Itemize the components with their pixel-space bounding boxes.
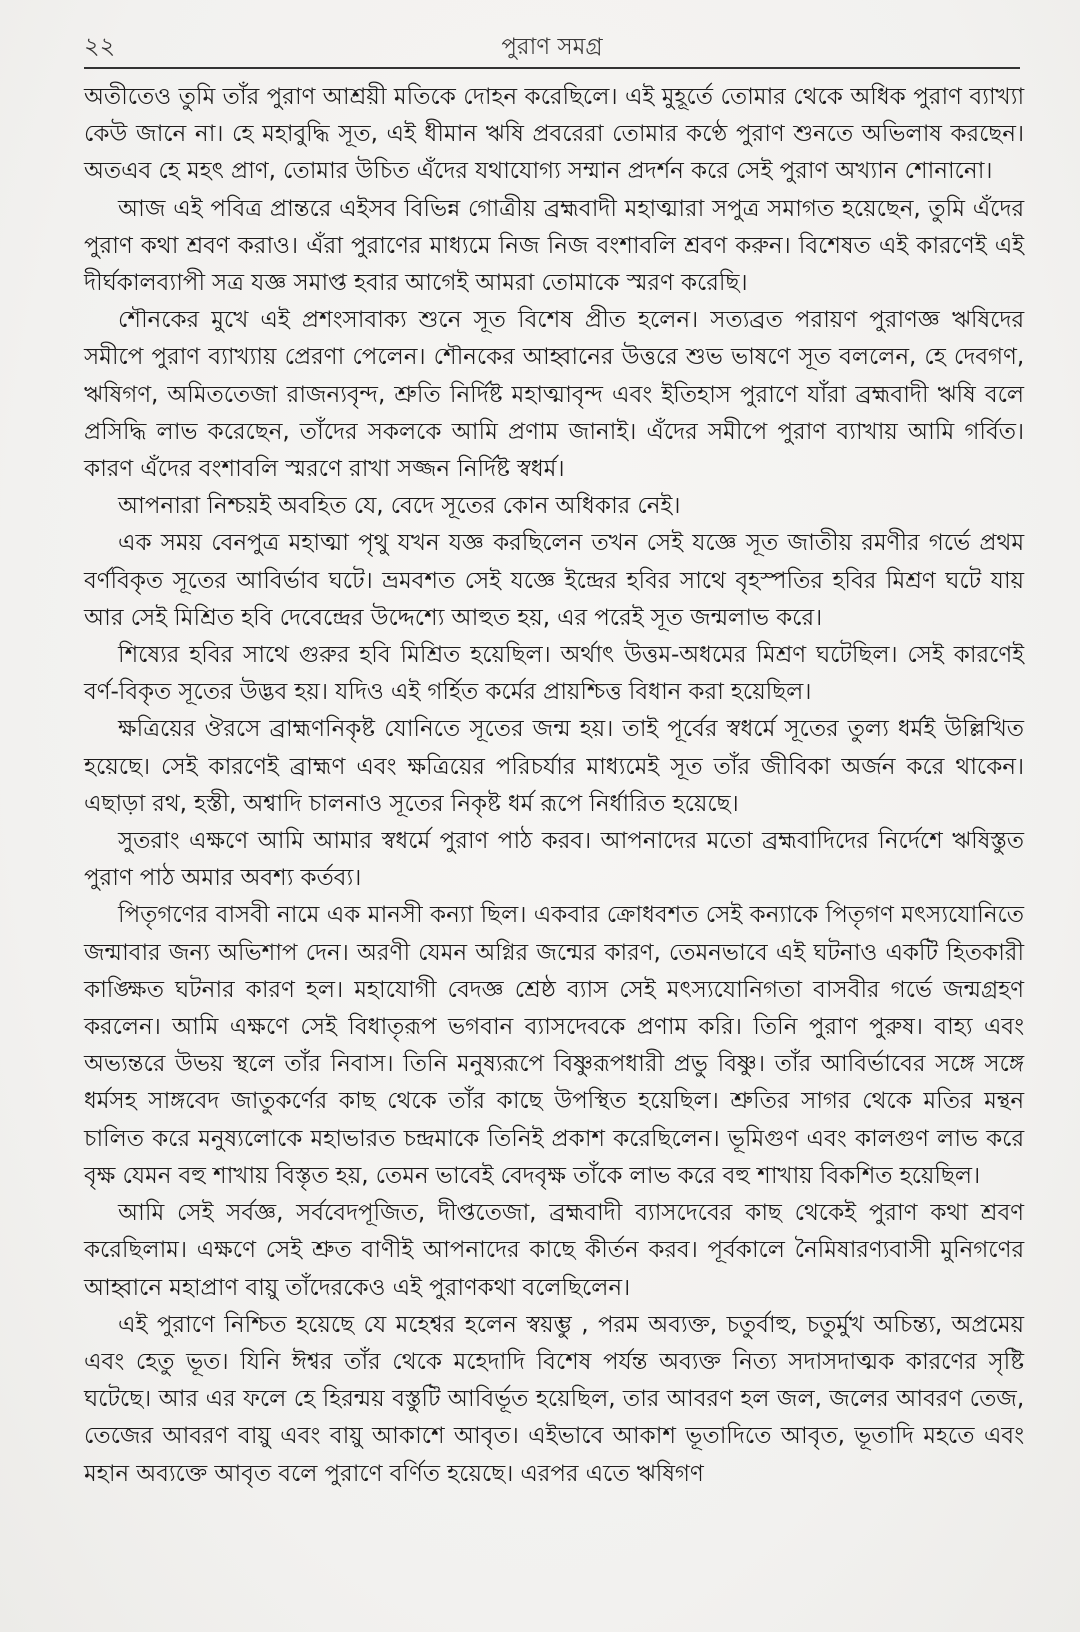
paragraph: আমি সেই সর্বজ্ঞ, সর্ববেদপূজিত, দীপ্ততেজা, ব্রহ্মবাদী ব্যাসদেবের কাছ থেকেই পুরাণ কথা শ্রবণ করেছিলাম। এক্ষণে সেই শ্রুত বাণীই আপনাদের কাছে কীর্তন করব। পূর্বকালে নৈমিষারণ্যবাসী মুনিগণের আহ্বানে মহাপ্রাণ বায়ু তাঁদেরকেও এই পুরাণকথা বলেছিলেন। <box>84 1199 1024 1301</box>
paragraph: অতীতেও তুমি তাঁর পুরাণ আশ্রয়ী মতিকে দোহন করেছিলে। এই মুহূর্তে তোমার থেকে অধিক পুরাণ ব্যাখ্যা কেউ জানে না। হে মহাবুদ্ধি সূত, এই ধীমান ঋষি প্রবরেরা তোমার কণ্ঠে পুরাণ শুনতে অভিলাষ করছেন। অতএব হে মহৎ প্রাণ, তোমার উচিত এঁদের যথাযোগ্য সম্মান প্রদর্শন করে সেই পুরাণ অখ্যান শোনানো। <box>84 83 1024 185</box>
paragraph: আজ এই পবিত্র প্রান্তরে এইসব বিভিন্ন গোত্রীয় ব্রহ্মবাদী মহাত্মারা সপুত্র সমাগত হয়েছেন, তুমি এঁদের পুরাণ কথা শ্রবণ করাও। এঁরা পুরাণের মাধ্যমে নিজ নিজ বংশাবলি শ্রবণ করুন। বিশেষত এই কারণেই এই দীর্ঘকালব্যাপী সত্র যজ্ঞ সমাপ্ত হবার আগেই আমরা তোমাকে স্মরণ করেছি। <box>84 194 1024 297</box>
paragraph: শৌনকের মুখে এই প্রশংসাবাক্য শুনে সূত বিশেষ প্রীত হলেন। সত্যব্রত পরায়ণ পুরাণজ্ঞ ঋষিদের সমীপে পুরাণ ব্যাখ্যায় প্রেরণা পেলেন। শৌনকের আহ্বানের উত্তরে শুভ ভাষণে সূত বললেন, হে দেবগণ, ঋষিগণ, অমিততেজা রাজন্যবৃন্দ, শ্রুতি নির্দিষ্ট মহাত্মাবৃন্দ এবং ইতিহাস পুরাণে যাঁরা ব্রহ্মবাদী ঋষি বলে প্রসিদ্ধি লাভ করেছেন, তাঁদের সকলকে আমি প্রণাম জানাই। এঁদের সমীপে পুরাণ ব্যাখায় আমি গর্বিত। কারণ এঁদের বংশাবলি স্মরণে রাখা সজ্জন নির্দিষ্ট স্বধর্ম। <box>84 306 1024 483</box>
paragraph: সুতরাং এক্ষণে আমি আমার স্বধর্মে পুরাণ পাঠ করব। আপনাদের মতো ব্রহ্মবাদিদের নির্দেশে ঋষিস্তুত পুরাণ পাঠ অমার অবশ্য কর্তব্য। <box>84 827 1024 892</box>
paragraph: এক সময় বেনপুত্র মহাত্মা পৃথু যখন যজ্ঞ করছিলেন তখন সেই যজ্ঞে সূত জাতীয় রমণীর গর্ভে প্রথম বর্ণবিকৃত সূতের আবির্ভাব ঘটে। ভ্রমবশত সেই যজ্ঞে ইন্দ্রের হবির সাথে বৃহস্পতির হবির মিশ্রণ ঘটে যায় আর সেই মিশ্রিত হবি দেবেন্দ্রের উদ্দেশ্যে আহুত হয়, এর পরেই সূত জন্মলাভ করে। <box>84 529 1024 631</box>
paragraph: শিষ্যের হবির সাথে গুরুর হবি মিশ্রিত হয়েছিল। অর্থাৎ উত্তম-অধমের মিশ্রণ ঘটেছিল। সেই কারণেই বর্ণ-বিকৃত সূতের উদ্ভব হয়। যদিও এই গর্হিত কর্মের প্রায়শ্চিত্ত বিধান করা হয়েছিল। <box>84 641 1024 706</box>
body-text <box>84 78 1024 1492</box>
header-rule-divider <box>84 67 1020 69</box>
paragraph: এই পুরাণে নিশ্চিত হয়েছে যে মহেশ্বর হলেন স্বয়ম্ভু , পরম অব্যক্ত, চতুর্বাহু, চতুর্মুখ অচিন্ত্য, অপ্রমেয় এবং হেতু ভূত। যিনি ঈশ্বর তাঁর থেকে মহেদাদি বিশেষ পর্যন্ত অব্যক্ত নিত্য সদাসদাত্মক কারণের সৃষ্টি ঘটেছে। আর এর ফলে হে হিরন্ময় বস্তুটি আবির্ভূত হয়েছিল, তার আবরণ হল জল, জলের আবরণ তেজ, তেজের আবরণ বায়ু এবং বায়ু আকাশে আবৃত। এইভাবে আকাশ ভূতাদিতে আবৃত, ভূতাদি মহতে এবং মহান অব্যক্তে আবৃত বলে পুরাণে বর্ণিত হয়েছে। এরপর এতে ঋষিগণ <box>84 1310 1024 1487</box>
paragraph: ক্ষত্রিয়ের ঔরসে ব্রাহ্মণনিকৃষ্ট যোনিতে সূতের জন্ম হয়। তাই পূর্বের স্বধর্মে সূতের তুল্য ধর্মই উল্লিখিত হয়েছে। সেই কারণেই ব্রাহ্মণ এবং ক্ষত্রিয়ের পরিচর্যার মাধ্যমেই সূত তাঁর জীবিকা অর্জন করে থাকেন। এছাড়া রথ, হস্তী, অশ্বাদি চালনাও সূতের নিকৃষ্ট ধর্ম রূপে নির্ধারিত হয়েছে। <box>84 715 1024 817</box>
running-head <box>84 28 1020 68</box>
paragraph: আপনারা নিশ্চয়ই অবহিত যে, বেদে সূতের কোন অধিকার নেই। <box>118 492 681 520</box>
page-number: ২২ <box>84 32 116 60</box>
paragraph: পিতৃগণের বাসবী নামে এক মানসী কন্যা ছিল। একবার ক্রোধবশত সেই কন্যাকে পিতৃগণ মৎস্যযোনিতে জন্মাবার জন্য অভিশাপ দেন। অরণী যেমন অগ্নির জন্মের কারণ, তেমনভাবে এই ঘটনাও একটি হিতকারী কাঙ্ক্ষিত ঘটনার কারণ হল। মহাযোগী বেদজ্ঞ শ্রেষ্ঠ ব্যাস সেই মৎস্যযোনিগতা বাসবীর গর্ভে জন্মগ্রহণ করলেন। আমি এক্ষণে সেই বিধাতৃরূপ ভগবান ব্যাসদেবকে প্রণাম করি। তিনি পুরাণ পুরুষ। বাহ্য এবং অভ্যন্তরে উভয় স্থলে তাঁর নিবাস। তিনি মনুষ্যরূপে বিষ্ণুরূপধারী প্রভু বিষ্ণু। তাঁর আবির্ভাবের সঙ্গে সঙ্গে ধর্মসহ সাঙ্গবেদ জাতুকর্ণের কাছ থেকে তাঁর কাছে উপস্থিত হয়েছিল। শ্রুতির সাগর থেকে মতির মন্থন চালিত করে মনুষ্যলোকে মহাভারত চন্দ্রমাকে তিনিই প্রকাশ করেছিলেন। ভূমিগুণ এবং কালগুণ লাভ করে বৃক্ষ যেমন বহু শাখায় বিস্তৃত হয়, তেমন ভাবেই বেদবৃক্ষ তাঁকে লাভ করে বহু শাখায় বিকশিত হয়েছিল। <box>84 901 1024 1189</box>
running-title: পুরাণ সমগ্র <box>501 34 603 60</box>
